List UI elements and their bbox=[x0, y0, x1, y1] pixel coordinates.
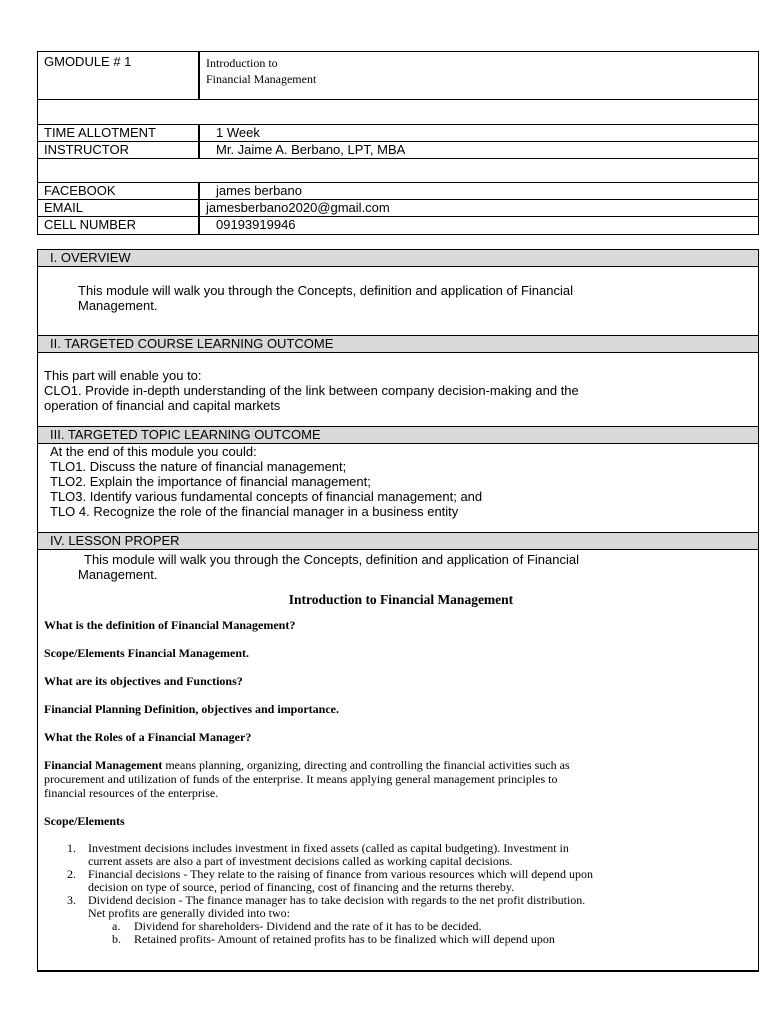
definition-text: means planning, organizing, directing and controlling the financial activities such as bbox=[162, 758, 570, 772]
scope-item-number: 1. bbox=[67, 841, 76, 855]
module-label: GMODULE # 1 bbox=[38, 52, 200, 99]
lesson-title: Introduction to Financial Management bbox=[288, 592, 514, 607]
tlo-item: TLO2. Explain the importance of financial management; bbox=[50, 474, 371, 489]
spacer-row bbox=[38, 100, 758, 125]
lesson-intro bbox=[38, 550, 758, 582]
dividend-subitem bbox=[38, 933, 758, 946]
dividend-sublist bbox=[38, 920, 758, 946]
definition-term: Financial Management bbox=[44, 758, 163, 772]
time-label: TIME ALLOTMENT bbox=[38, 125, 200, 141]
scope-item bbox=[38, 894, 758, 920]
scope-item-number: 2. bbox=[67, 867, 76, 881]
cell-label: CELL NUMBER bbox=[38, 217, 200, 234]
instructor-label: INSTRUCTOR bbox=[38, 142, 200, 158]
tlo-intro: At the end of this module you could: bbox=[50, 444, 257, 459]
question-item: What the Roles of a Financial Manager? bbox=[44, 730, 252, 744]
lesson-intro-line1: This module will walk you through the Concepts, definition and application of Financial bbox=[84, 552, 580, 567]
time-row bbox=[38, 125, 758, 142]
module-title bbox=[200, 52, 758, 99]
scope-item-line: Net profits are generally divided into two: bbox=[88, 906, 290, 920]
overview-heading: I. OVERVIEW bbox=[38, 250, 758, 267]
email-label: EMAIL bbox=[38, 200, 200, 216]
lesson-intro-line2: Management. bbox=[78, 567, 158, 582]
facebook-label: FACEBOOK bbox=[38, 183, 200, 199]
definition-line2: procurement and utilization of funds of the enterprise. It means applying general management principles to bbox=[44, 772, 558, 786]
spacer-row-2 bbox=[38, 159, 758, 183]
module-info-table bbox=[37, 51, 759, 235]
definition-paragraph bbox=[38, 758, 758, 800]
cell-value: 09193919946 bbox=[216, 217, 296, 232]
scope-item bbox=[38, 868, 758, 894]
tlo-item: TLO1. Discuss the nature of financial management; bbox=[50, 459, 347, 474]
clo-body bbox=[38, 353, 758, 426]
tlo-body bbox=[38, 444, 758, 532]
definition-line3: financial resources of the enterprise. bbox=[44, 786, 219, 800]
spacer-cell bbox=[38, 100, 758, 124]
spacer-cell-2 bbox=[38, 159, 758, 182]
cell-row bbox=[38, 217, 758, 234]
lesson-heading: IV. LESSON PROPER bbox=[38, 532, 758, 550]
overview-body bbox=[38, 267, 758, 335]
scope-item-line: Dividend decision - The finance manager has to take decision with regards to the net profit distribution. bbox=[88, 893, 586, 907]
subitem-letter: b. bbox=[112, 932, 121, 946]
tlo-item: TLO 4. Recognize the role of the financial manager in a business entity bbox=[50, 504, 459, 519]
module-title-line1: Introduction to bbox=[206, 56, 278, 70]
clo-intro: This part will enable you to: bbox=[44, 368, 202, 383]
scope-item-line: decision on type of source, period of financing, cost of financing and the returns thereby. bbox=[88, 880, 515, 894]
tlo-heading: III. TARGETED TOPIC LEARNING OUTCOME bbox=[38, 426, 758, 444]
scope-item-line: Financial decisions - They relate to the raising of finance from various resources which will depend upon bbox=[88, 867, 593, 881]
module-row bbox=[38, 52, 758, 100]
instructor-value: Mr. Jaime A. Berbano, LPT, MBA bbox=[216, 142, 406, 157]
overview-line1: This module will walk you through the Concepts, definition and application of Financial bbox=[78, 283, 574, 298]
clo-line2: operation of financial and capital markets bbox=[44, 398, 281, 413]
module-title-line2: Financial Management bbox=[206, 72, 317, 86]
module-content bbox=[37, 249, 759, 972]
facebook-value: james berbano bbox=[216, 183, 302, 198]
facebook-row bbox=[38, 183, 758, 200]
overview-line2: Management. bbox=[78, 298, 158, 313]
subitem-text: Retained profits- Amount of retained profits has to be finalized which will depend upon bbox=[134, 932, 555, 946]
email-row bbox=[38, 200, 758, 217]
scope-item-line: Investment decisions includes investment in fixed assets (called as capital budgeting). Investment in bbox=[88, 841, 569, 855]
tlo-item: TLO3. Identify various fundamental concepts of financial management; and bbox=[50, 489, 483, 504]
scope-item-number: 3. bbox=[67, 893, 76, 907]
question-item: What is the definition of Financial Management? bbox=[44, 618, 296, 632]
subitem-text: Dividend for shareholders- Dividend and the rate of it has to be decided. bbox=[134, 919, 482, 933]
time-value: 1 Week bbox=[216, 125, 260, 140]
email-value[interactable]: jamesberbano2020@gmail.com bbox=[206, 200, 390, 215]
scope-heading: Scope/Elements bbox=[44, 814, 125, 828]
clo-line1: CLO1. Provide in-depth understanding of the link between company decision-making and the bbox=[44, 383, 579, 398]
definition-line1 bbox=[44, 758, 758, 772]
clo-heading: II. TARGETED COURSE LEARNING OUTCOME bbox=[38, 335, 758, 353]
question-item: Financial Planning Definition, objectives and importance. bbox=[44, 702, 340, 716]
instructor-row bbox=[38, 142, 758, 159]
question-item: Scope/Elements Financial Management. bbox=[44, 646, 249, 660]
scope-item-line: current assets are also a part of investment decisions called as working capital decisions. bbox=[88, 854, 513, 868]
question-item: What are its objectives and Functions? bbox=[44, 674, 243, 688]
scope-item bbox=[38, 842, 758, 868]
scope-list bbox=[38, 842, 758, 920]
subitem-letter: a. bbox=[112, 919, 121, 933]
question-list bbox=[38, 618, 758, 744]
lesson-body bbox=[38, 550, 758, 946]
